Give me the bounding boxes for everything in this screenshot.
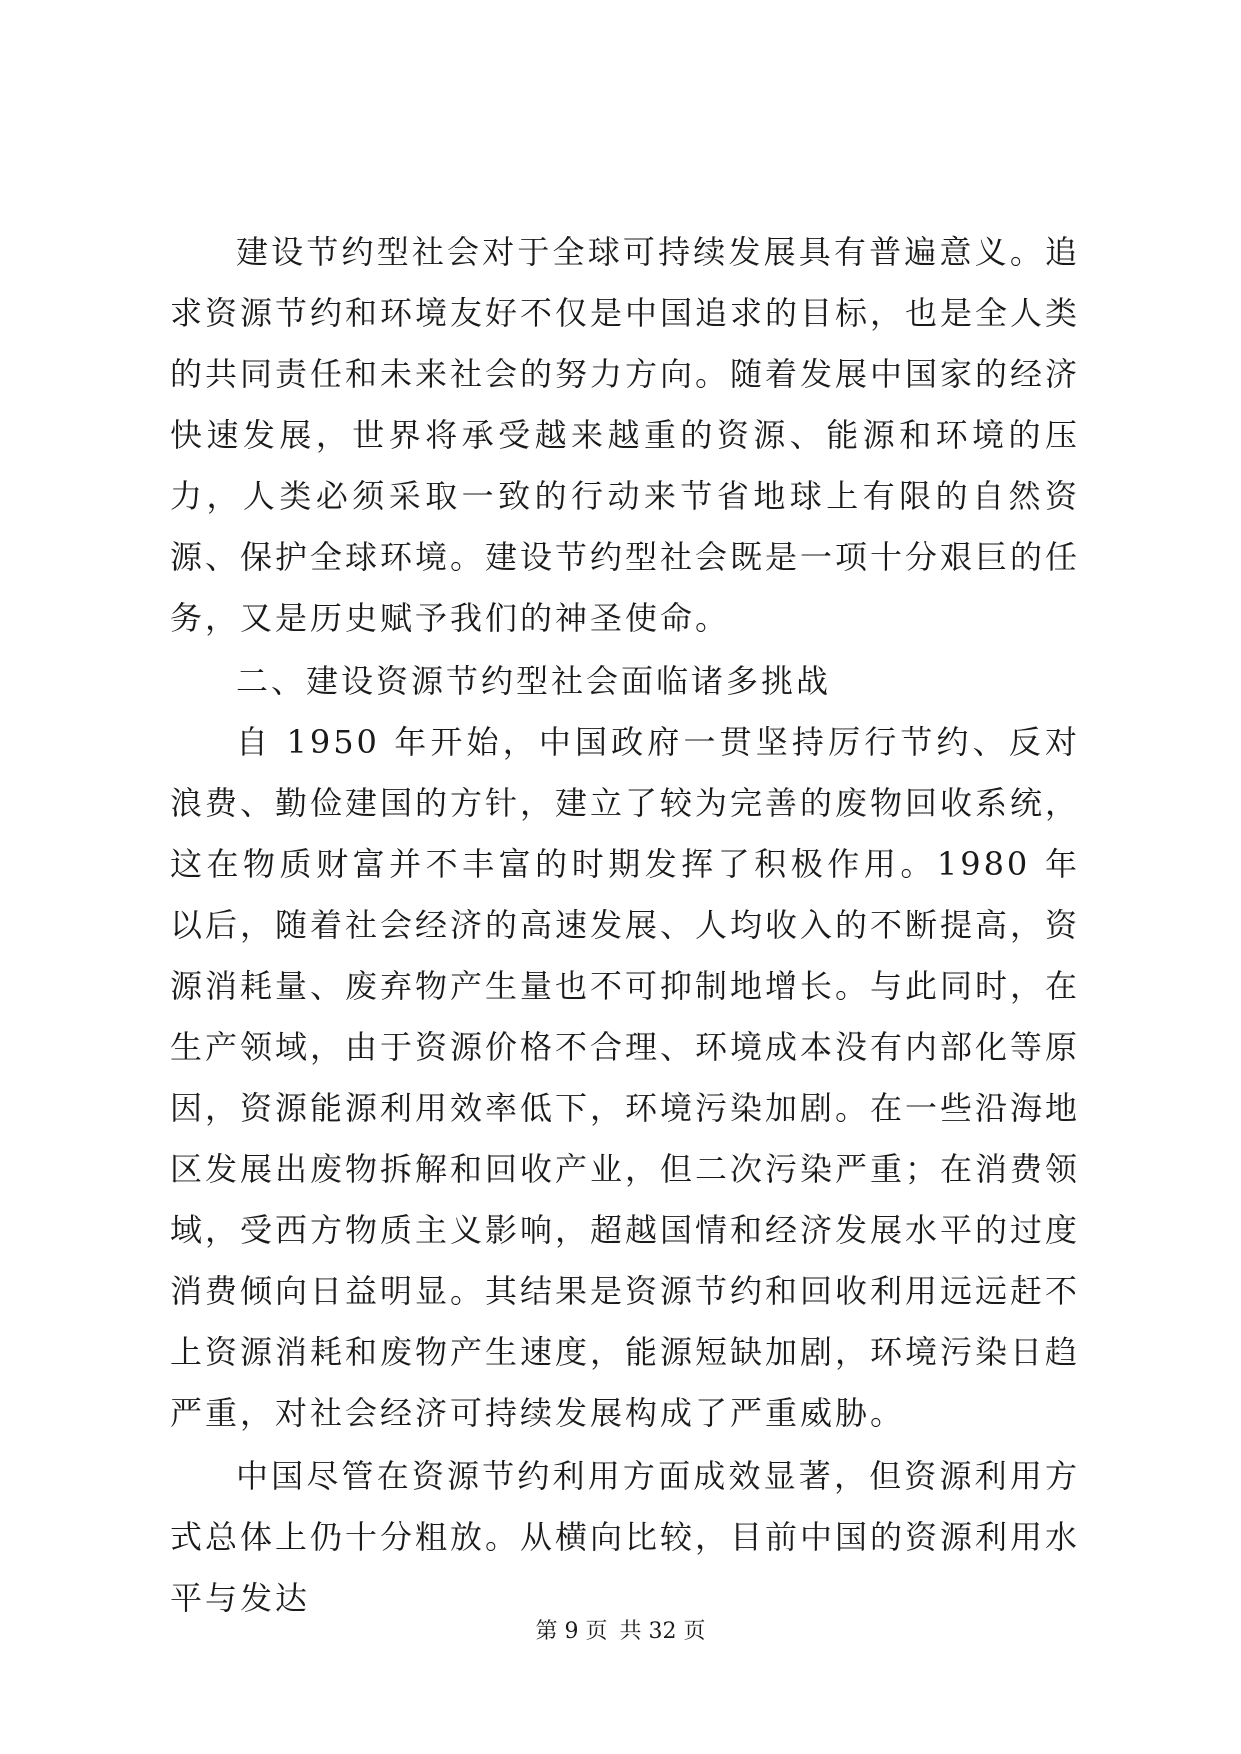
body-paragraph: 自 1950 年开始，中国政府一贯坚持厉行节约、反对浪费、勤俭建国的方针，建立了较为完善的废物回收系统，这在物质财富并不丰富的时期发挥了积极作用。1980 年以后，随着社会经济的高速发展、人均收入的不断提高，资源消耗量、废弃物产生量也不可抑制地增长。与此同时，在生产领域，由于资源价格不合理、环境成本没有内部化等原因，资源能源利用效率低下，环境污染加剧。在一些沿海地区发展出废物拆解和回收产业，但二次污染严重；在消费领域，受西方物质主义影响，超越国情和经济发展水平的过度消费倾向日益明显。其结果是资源节约和回收利用远远赶不上资源消耗和废物产生速度，能源短缺加剧，环境污染日趋严重，对社会经济可持续发展构成了严重威胁。 xyxy=(170,723,1081,1432)
section-heading: 二、建设资源节约型社会面临诸多挑战 xyxy=(236,662,832,700)
body-paragraph: 中国尽管在资源节约利用方面成效显著，但资源利用方式总体上仍十分粗放。从横向比较，目前中国的资源利用水平与发达 xyxy=(170,1457,1081,1617)
body-paragraph: 建设节约型社会对于全球可持续发展具有普遍意义。追求资源节约和环境友好不仅是中国追求的目标，也是全人类的共同责任和未来社会的努力方向。随着发展中国家的经济快速发展，世界将承受越来越重的资源、能源和环境的压力，人类必须采取一致的行动来节省地球上有限的自然资源、保护全球环境。建设节约型社会既是一项十分艰巨的任务，又是历史赋予我们的神圣使命。 xyxy=(170,233,1081,637)
document-body xyxy=(170,222,1080,1629)
page-total: 共 32 页 xyxy=(619,1619,706,1644)
page-number: 第 9 页 xyxy=(535,1619,608,1644)
page-footer xyxy=(0,1617,1241,1647)
